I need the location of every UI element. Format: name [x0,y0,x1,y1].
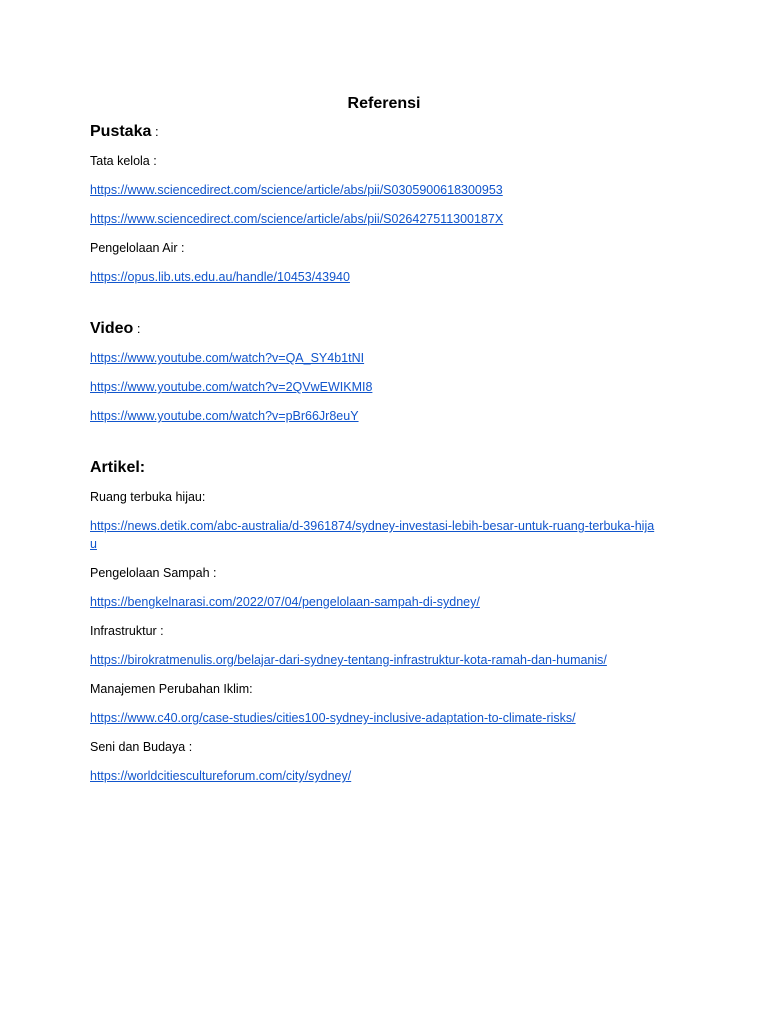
group-label-pengelolaan-sampah: Pengelolaan Sampah : [90,566,217,580]
group-label-infrastruktur: Infrastruktur : [90,624,164,638]
section-heading-colon: : [133,321,141,336]
section-heading-text: Video [90,320,134,337]
video-link[interactable]: https://www.youtube.com/watch?v=2QVwEWIKMI8 [90,380,373,394]
group-label-seni-dan-budaya: Seni dan Budaya : [90,740,193,754]
section-heading-colon: : [151,124,159,139]
reference-link[interactable]: https://www.sciencedirect.com/science/article/abs/pii/S0305900618300953 [90,183,503,197]
group-label-pengelolaan-air: Pengelolaan Air : [90,241,185,255]
section-heading-pustaka [90,122,680,142]
group-label-tata-kelola: Tata kelola : [90,154,157,168]
video-link[interactable]: https://www.youtube.com/watch?v=QA_SY4b1tNI [90,351,365,365]
article-link[interactable]: https://birokratmenulis.org/belajar-dari-sydney-tentang-infrastruktur-kota-ramah-dan-humanis/ [90,653,607,667]
reference-link[interactable]: https://opus.lib.uts.edu.au/handle/10453/43940 [90,270,350,284]
section-heading-colon: : [139,459,146,476]
video-link[interactable]: https://www.youtube.com/watch?v=pBr66Jr8euY [90,409,359,423]
section-heading-text: Pustaka [90,123,152,140]
article-link[interactable]: https://news.detik.com/abc-australia/d-3961874/sydney-investasi-lebih-besar-untuk-ruang-terbuka-hijau [90,519,655,551]
group-label-ruang-terbuka-hijau: Ruang terbuka hijau: [90,490,206,504]
reference-link[interactable]: https://www.sciencedirect.com/science/article/abs/pii/S026427511300187X [90,212,504,226]
spacer [90,436,680,458]
article-link[interactable]: https://worldcitiescultureforum.com/city/sydney/ [90,769,352,783]
document-content [90,94,680,796]
group-label-manajemen-perubahan-iklim: Manajemen Perubahan Iklim: [90,682,253,696]
section-heading-text: Artikel [90,459,140,476]
section-heading-artikel [90,458,680,478]
section-heading-video [90,319,680,339]
article-link[interactable]: https://www.c40.org/case-studies/cities100-sydney-inclusive-adaptation-to-climate-risks/ [90,711,576,725]
article-link[interactable]: https://bengkelnarasi.com/2022/07/04/pengelolaan-sampah-di-sydney/ [90,595,480,609]
page-title: Referensi [347,95,421,112]
spacer [90,297,680,319]
